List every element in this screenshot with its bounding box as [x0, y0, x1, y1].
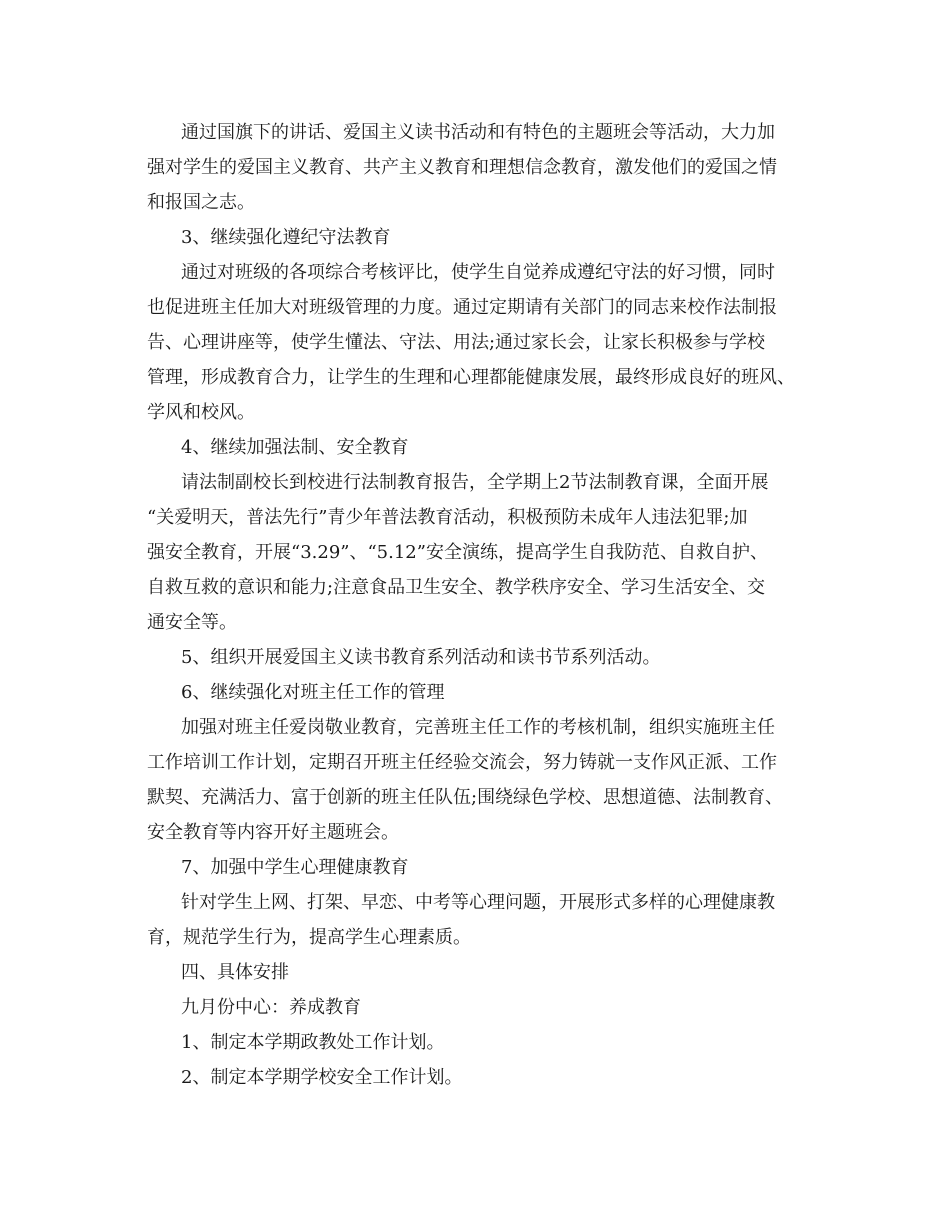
text-line: 加强对班主任爱岗敬业教育，完善班主任工作的考核机制，组织实施班主任: [181, 717, 775, 738]
body-paragraph: [147, 115, 817, 220]
text-line: 请法制副校长到校进行法制教育报告，全学期上2节法制教育课，全面开展: [181, 472, 769, 493]
section-heading: [147, 220, 817, 255]
section-heading: [147, 955, 817, 990]
text-line: 管理，形成教育合力，让学生的生理和心理都能健康发展，最终形成良好的班风、: [147, 367, 795, 388]
text-line: 6、继续强化对班主任工作的管理: [181, 682, 445, 703]
body-paragraph: [147, 710, 817, 850]
body-paragraph: [147, 255, 817, 430]
text-line: 针对学生上网、打架、早恋、中考等心理问题，开展形式多样的心理健康教: [181, 892, 775, 913]
section-heading: [147, 990, 817, 1025]
text-line: 安全教育等内容开好主题班会。: [147, 822, 399, 843]
text-line: 和报国之志。: [147, 192, 255, 213]
text-line: 告、心理讲座等，使学生懂法、守法、用法;通过家长会，让家长积极参与学校: [147, 332, 766, 353]
text-line: 5、组织开展爱国主义读书教育系列活动和读书节系列活动。: [181, 647, 661, 668]
text-line: 九月份中心：养成教育: [181, 997, 361, 1018]
text-line: 学风和校风。: [147, 402, 255, 423]
text-line: 通安全等。: [147, 612, 237, 633]
section-heading: [147, 850, 817, 885]
section-heading: [147, 675, 817, 710]
text-line: 自救互救的意识和能力;注意食品卫生安全、教学秩序安全、学习生活安全、交: [147, 577, 766, 598]
section-heading: [147, 640, 817, 675]
text-line: 育，规范学生行为，提高学生心理素质。: [147, 927, 471, 948]
section-heading: [147, 1060, 817, 1095]
section-heading: [147, 1025, 817, 1060]
text-line: 3、继续强化遵纪守法教育: [181, 227, 391, 248]
text-line: 也促进班主任加大对班级管理的力度。通过定期请有关部门的同志来校作法制报: [147, 297, 777, 318]
text-line: “关爱明天，普法先行”青少年普法教育活动，积极预防未成年人违法犯罪;加: [147, 507, 748, 528]
text-line: 工作培训工作计划，定期召开班主任经验交流会，努力铸就一支作风正派、工作: [147, 752, 777, 773]
text-line: 4、继续加强法制、安全教育: [181, 437, 409, 458]
text-line: 强安全教育，开展“3.29”、“5.12”安全演练，提高学生自我防范、自救自护、: [147, 542, 768, 563]
text-line: 四、具体安排: [181, 962, 289, 983]
body-paragraph: [147, 885, 817, 955]
text-line: 7、加强中学生心理健康教育: [181, 857, 409, 878]
text-line: 通过国旗下的讲话、爱国主义读书活动和有特色的主题班会等活动，大力加: [181, 122, 775, 143]
text-line: 强对学生的爱国主义教育、共产主义教育和理想信念教育，激发他们的爱国之情: [147, 157, 777, 178]
section-heading: [147, 430, 817, 465]
document-body: [147, 115, 817, 1095]
text-line: 通过对班级的各项综合考核评比，使学生自觉养成遵纪守法的好习惯，同时: [181, 262, 775, 283]
text-line: 1、制定本学期政教处工作计划。: [181, 1032, 445, 1053]
text-line: 2、制定本学期学校安全工作计划。: [181, 1067, 463, 1088]
body-paragraph: [147, 465, 817, 640]
text-line: 默契、充满活力、富于创新的班主任队伍;围绕绿色学校、思想道德、法制教育、: [147, 787, 784, 808]
